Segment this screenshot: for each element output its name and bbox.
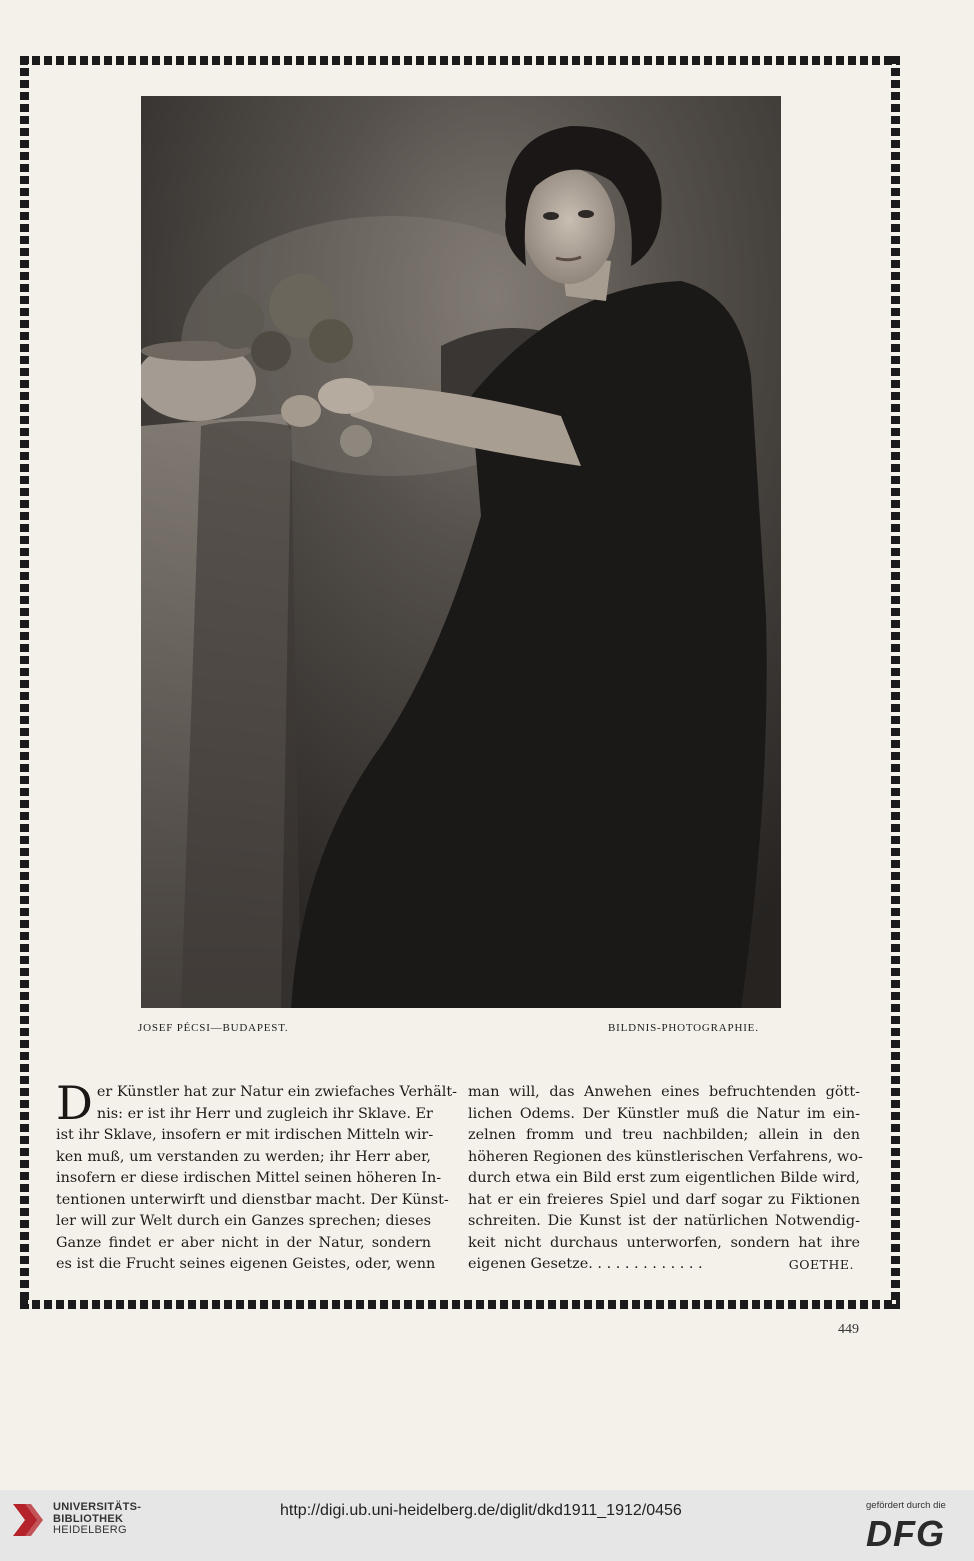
library-name-line: HEIDELBERG bbox=[53, 1524, 127, 1536]
dfg-logo[interactable]: DFG bbox=[866, 1513, 945, 1554]
text-line: er Künstler hat zur Natur ein zwiefaches Verhält- bbox=[96, 1084, 458, 1100]
text-line: ist ihr Sklave, insofern er mit irdischen Mitteln wir- bbox=[56, 1127, 434, 1143]
text-line: durch etwa ein Bild erst zum eigentlichen Bilde wird, bbox=[468, 1170, 860, 1186]
closing-line bbox=[468, 1254, 860, 1276]
university-library-logo-icon[interactable] bbox=[11, 1500, 45, 1538]
decorative-border-right bbox=[891, 56, 900, 1309]
decorative-border-top bbox=[20, 56, 900, 65]
text-line: keit nicht durchaus unterworfen, sondern hat ihre bbox=[468, 1234, 860, 1251]
text-line: tentionen unterwirft und dienstbar macht. Der Künst- bbox=[56, 1191, 449, 1208]
text-line: lichen Odems. Der Künstler muß die Natur im ein- bbox=[468, 1105, 860, 1122]
text-column-left bbox=[56, 1076, 458, 1276]
photo-credit: JOSEF PÉCSI—BUDAPEST. bbox=[138, 1022, 289, 1034]
text-line: eigenen Gesetze. . . . . . . . . . . . . bbox=[468, 1256, 703, 1272]
text-line: hat er ein freieres Spiel und darf sogar zu Fiktionen bbox=[468, 1191, 860, 1208]
author-signature: GOETHE. bbox=[788, 1257, 854, 1272]
library-name-line: BIBLIOTHEK bbox=[53, 1512, 124, 1525]
library-name-line: UNIVERSITÄTS- bbox=[53, 1501, 142, 1513]
text-line: es ist die Frucht seines eigenen Geistes, oder, wenn bbox=[56, 1256, 436, 1272]
text-line: nis: er ist ihr Herr und zugleich ihr Sklave. Er bbox=[96, 1105, 433, 1122]
permalink-url[interactable]: http://digi.ub.uni-heidelberg.de/diglit/dkd1911_1912/0456 bbox=[280, 1502, 682, 1519]
text-line: zelnen fromm und treu nachbilden; allein in den bbox=[468, 1127, 860, 1143]
text-line: ken muß, um verstanden zu werden; ihr Herr aber, bbox=[56, 1148, 431, 1165]
page-number: 449 bbox=[838, 1322, 859, 1337]
drop-cap: D bbox=[56, 1076, 93, 1130]
text-line: man will, das Anwehen eines befruchtenden gött- bbox=[468, 1084, 860, 1100]
text-line: schreiten. Die Kunst ist der natürlichen Notwendig- bbox=[468, 1213, 860, 1229]
text-line: höheren Regionen des künstlerischen Verfahrens, wo- bbox=[468, 1148, 863, 1165]
decorative-border-left bbox=[20, 56, 29, 1309]
decorative-border-bottom bbox=[20, 1300, 900, 1309]
text-line: Ganze findet er aber nicht in der Natur, sondern bbox=[56, 1234, 431, 1251]
text-line: ler will zur Welt durch ein Ganzes sprechen; dieses bbox=[56, 1213, 431, 1229]
photo-caption: BILDNIS-PHOTOGRAPHIE. bbox=[608, 1022, 759, 1034]
library-name bbox=[53, 1502, 141, 1537]
funded-by-label: gefördert durch die bbox=[866, 1500, 946, 1511]
footer-bar bbox=[0, 1490, 974, 1561]
portrait-photograph bbox=[141, 96, 781, 1008]
text-column-right bbox=[468, 1082, 863, 1276]
text-line: insofern er diese irdischen Mittel seinen höheren In- bbox=[56, 1170, 442, 1186]
